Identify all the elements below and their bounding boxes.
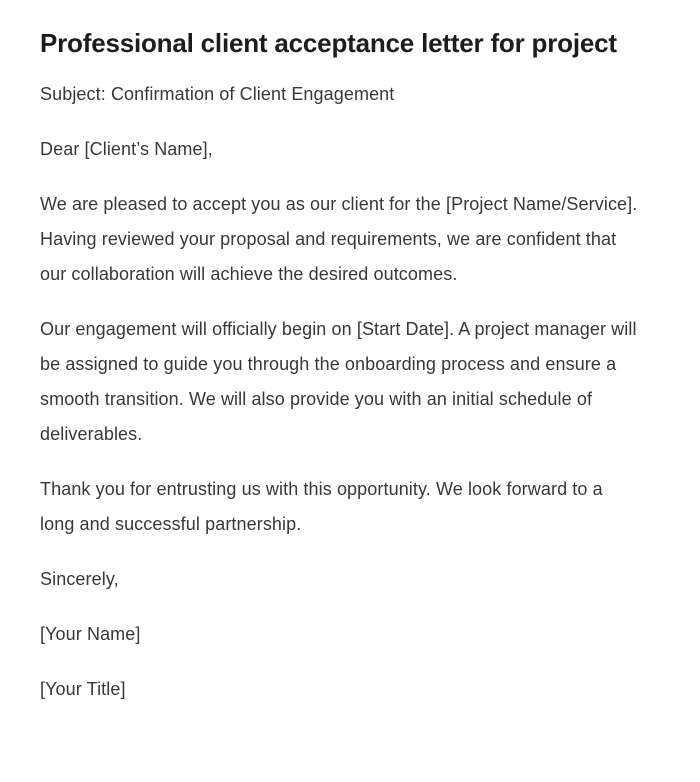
body-paragraph-thanks: Thank you for entrusting us with this opportunity. We look forward to a long and successful partnership.: [40, 479, 603, 534]
signature-title: [Your Title]: [40, 679, 126, 699]
subject-line: Subject: Confirmation of Client Engagement: [40, 84, 395, 104]
body-paragraph-engagement: Our engagement will officially begin on [Start Date]. A project manager will be assigned to guide you through the onboarding process and ensure a smooth transition. We will also provide you with an initial schedule of deliverables.: [40, 319, 637, 444]
closing-line: Sincerely,: [40, 569, 119, 589]
body-paragraph-acceptance: We are pleased to accept you as our client for the [Project Name/Service]. Having reviewed your proposal and requirements, we are confident that our collaboration will achieve the desired outcomes.: [40, 194, 638, 284]
signature-name: [Your Name]: [40, 624, 141, 644]
page-title: Professional client acceptance letter for project: [40, 28, 617, 58]
salutation-line: Dear [Client’s Name],: [40, 139, 213, 159]
